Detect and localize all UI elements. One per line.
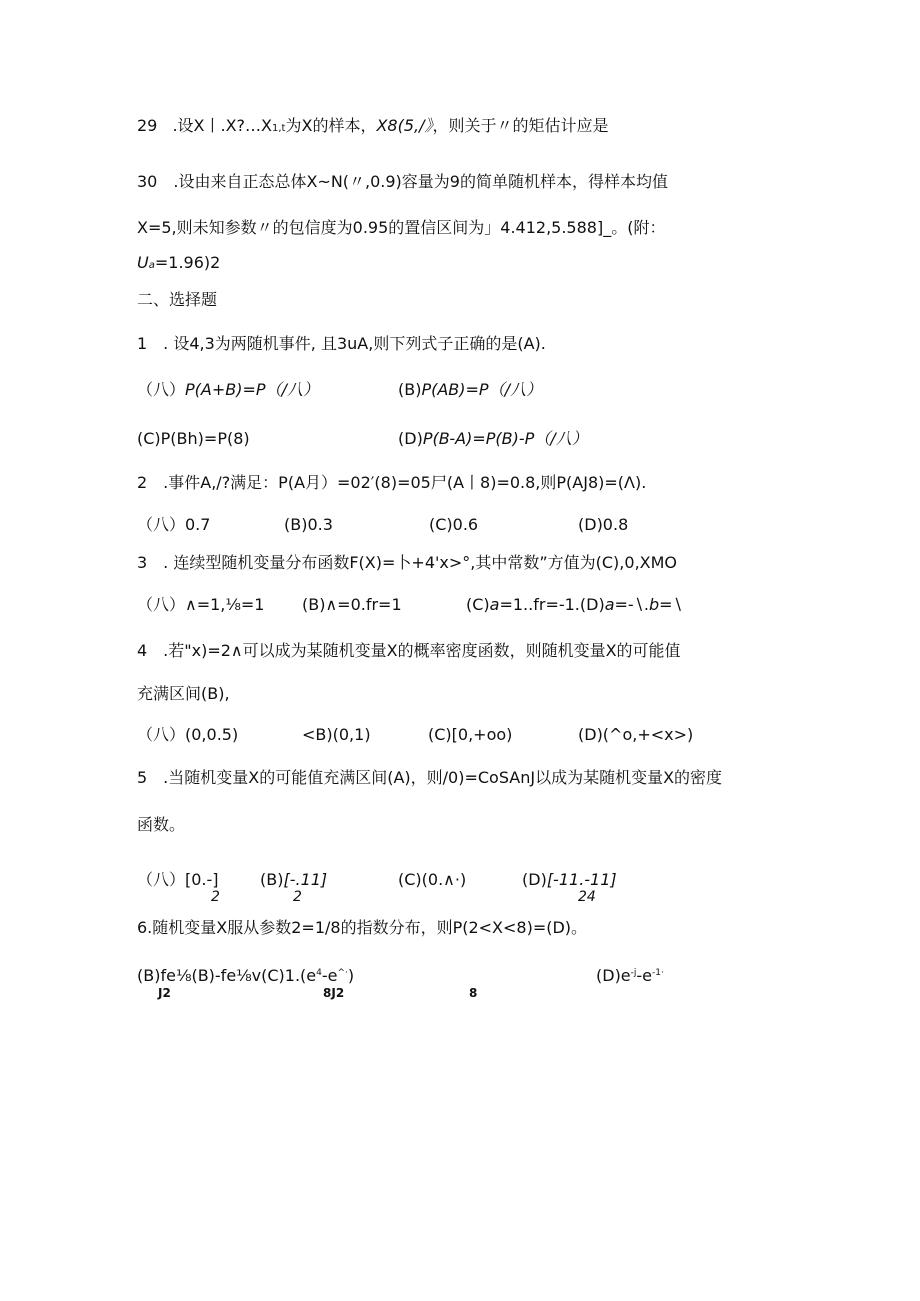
question-30-line1: 30 .设由来自正态总体X~N(〃,0.9)容量为9的简单随机样本，得样本均值	[137, 172, 668, 191]
question-4-stem2: 充满区间(B),	[137, 684, 230, 703]
question-29	[137, 115, 609, 140]
q1-option-b	[398, 379, 542, 401]
q6-sup2: ^·	[337, 968, 348, 978]
q3-c-label: (C)	[466, 595, 490, 614]
q3-d-b: b	[648, 595, 660, 614]
q3-option-a: （八）∧=1,⅛=1	[137, 595, 265, 614]
q6-d-sup2: -1·	[652, 968, 664, 978]
q29-number: 29	[137, 116, 158, 135]
q3-c-rest: =1..fr=-1.(D)	[499, 595, 605, 614]
q29-text-a: .设X丨.X?…X	[172, 116, 273, 135]
question-3-stem: 3 . 连续型随机变量分布函数F(X)=卜+4'x>°,其中常数”方值为(C),0,XMO	[137, 553, 678, 572]
q2-option-d: (D)0.8	[578, 515, 629, 534]
q29-italic: X8(5,/》	[376, 116, 433, 135]
q1-option-a-text: P(A+B)=P（/八）	[185, 380, 319, 399]
q4-option-b: <B)(0,1)	[302, 725, 371, 744]
q2-option-a: （八）0.7	[137, 515, 211, 534]
q3-option-c-d	[466, 594, 683, 616]
q29-text-b: 为X的样本，	[285, 116, 377, 135]
q6-d-text: (D)e	[596, 966, 631, 985]
question-30-line2: X=5,则未知参数〃的包信度为0.95的置信区间为」4.412,5.588]_。(附：	[137, 218, 666, 237]
q6-under-1: J2	[158, 986, 171, 1000]
q5-option-a-denominator: 2	[211, 889, 220, 905]
q4-option-d: (D)(^o,+<x>)	[578, 725, 694, 744]
q2-option-c: (C)0.6	[429, 515, 479, 534]
q6-under-3: 8	[469, 986, 478, 1000]
q5-option-a: （八）[0.-]	[137, 870, 219, 889]
q4-option-c: (C)[0,+oo)	[428, 725, 513, 744]
q30-u-symbol: U	[137, 253, 149, 272]
q1-option-a-label: （八）	[137, 380, 186, 399]
q5-option-c: (C)(0.∧·)	[398, 870, 467, 889]
q6-options-text: (B)fe⅛(B)-fe⅛v(C)1.(e	[137, 966, 317, 985]
q6-d-mid: -e	[636, 966, 653, 985]
q5-option-b-denominator: 2	[293, 889, 302, 905]
q2-option-b: (B)0.3	[284, 515, 333, 534]
q1-option-d	[398, 428, 588, 450]
q5-option-d	[522, 869, 617, 891]
q5-d-text: [-11.-11]	[546, 870, 617, 889]
question-5-stem: 5 .当随机变量X的可能值充满区间(A)，则/0)=CoSAnJ以成为某随机变量X的密度	[137, 768, 723, 787]
q1-option-d-label: (D)	[398, 429, 423, 448]
q5-b-text: [-.11]	[283, 870, 328, 889]
q3-d-eq2: =∖	[659, 595, 683, 614]
q6-mid: -e	[321, 966, 338, 985]
q30-u-value: =1.96)2	[154, 253, 221, 272]
q3-c-a: a	[489, 595, 500, 614]
q4-option-a: （八）(0,0.5)	[137, 725, 239, 744]
q3-d-a: a	[604, 595, 615, 614]
question-6-stem: 6.随机变量X服从参数2=1/8的指数分布，则P(2<X<8)=(D)。	[137, 918, 588, 937]
question-30-line3	[137, 252, 220, 277]
q1-option-b-text: P(AB)=P（/八）	[421, 380, 542, 399]
question-4-stem: 4 .若"x)=2∧可以成为某随机变量X的概率密度函数，则随机变量X的可能值	[137, 641, 681, 660]
q1-option-a	[137, 379, 319, 401]
q6-option-d	[596, 965, 664, 990]
q1-option-b-label: (B)	[398, 380, 422, 399]
q5-d-label: (D)	[522, 870, 547, 889]
question-2-stem: 2 .事件A,/?满足：P(A月）=02′(8)=05尸(A丨8)=0.8,则P(AJ8)=(Λ).	[137, 473, 647, 492]
q5-option-d-denominator: 24	[578, 889, 596, 905]
q6-close: )	[347, 966, 355, 985]
q1-option-d-text: P(B-A)=P(B)-P（/八）	[422, 429, 588, 448]
q29-text-c: ，则关于〃的矩估计应是	[432, 116, 609, 135]
q6-under-2: 8J2	[323, 986, 345, 1000]
q6-d-sup1: -j	[630, 968, 637, 978]
question-5-stem2: 函数。	[137, 815, 186, 834]
q3-d-eq: =-∖.	[614, 595, 649, 614]
question-1-stem: 1 . 设4,3为两随机事件, 且3uA,则下列式子正确的是(A).	[137, 334, 546, 353]
q6-sup1: 4	[316, 968, 322, 978]
q1-option-c: (C)P(Bh)=P(8)	[137, 429, 250, 448]
q30-u-subscript: a	[148, 260, 155, 271]
q5-b-label: (B)	[260, 870, 284, 889]
section-heading-choice: 二、选择题	[137, 290, 218, 309]
q5-option-b	[260, 869, 327, 891]
q3-option-b: (B)∧=0.fr=1	[302, 595, 402, 614]
q29-subscript: 1,t	[272, 123, 286, 134]
